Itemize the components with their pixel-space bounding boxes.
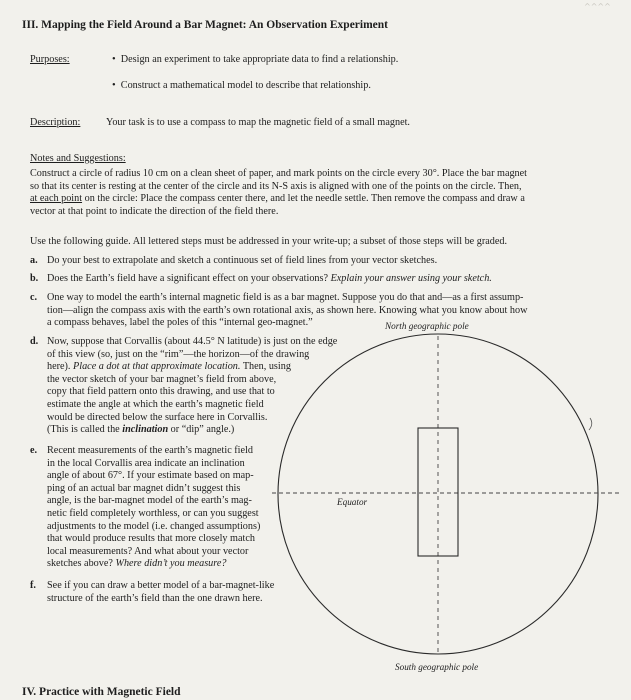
south-pole-label: South geographic pole	[395, 662, 479, 672]
equator-label: Equator	[337, 497, 368, 507]
purposes-label: Purposes:	[30, 54, 70, 65]
corner-mark: ^^^^	[584, 2, 611, 11]
item-b-text: Does the Earth’s field have a significant effect on your observations? Explain your answer using your sketch.	[47, 273, 492, 284]
item-e-text: Recent measurements of the earth’s magnetic field in the local Corvallis area indicate an inclination angle of about 67°. If your estimate based on map- ping of an actual bar magnet didn’t suggest this angle, is the bar-magnet model of the earth’s mag- netic field completely worthless, or can you suggest adjustments to the model (i.e. changed assumptions) that would produce results that more closely match local measurements? And what about your vector sketches above? Where didn’t you measure?	[47, 445, 261, 570]
description-text: Your task is to use a compass to map the magnetic field of a small magnet.	[106, 117, 410, 128]
purpose-item: • Design an experiment to take appropriate data to find a relationship.	[112, 54, 399, 65]
bullet-icon: •	[112, 80, 116, 91]
section-3-title: III. Mapping the Field Around a Bar Magnet: An Observation Experiment	[22, 19, 389, 31]
section-4-title: IV. Practice with Magnetic Field	[22, 686, 181, 698]
item-f-letter: f.	[30, 580, 36, 591]
item-b-letter: b.	[30, 273, 39, 284]
bullet-icon: •	[112, 54, 116, 65]
purpose-item: • Construct a mathematical model to describe that relationship.	[112, 80, 371, 91]
notes-paragraph: Construct a circle of radius 10 cm on a clean sheet of paper, and mark points on the circle every 30°. Place the bar magnet so that its center is resting at the center of the circle and its N-S axis is aligned with one of the points on the circle. Then, at each point on the circle: Place the compass center there, and let the needle settle. Then remove the compass and draw a vector at that point to indicate the direction of the field there.	[30, 168, 528, 217]
item-c-text: One way to model the earth’s internal magnetic field is as a bar magnet. Suppose you do that and—as a first assump- tion—align the compass axis with the earth’s own rotational axis, as shown here. Knowing what you know about how a compass behaves, label the poles of this “internal geo-magnet.”	[47, 292, 528, 329]
item-a-text: Do your best to extrapolate and sketch a continuous set of field lines from your vector sketches.	[47, 255, 438, 266]
description-label: Description:	[30, 117, 81, 128]
notes-label: Notes and Suggestions:	[30, 153, 126, 164]
item-a-letter: a.	[30, 255, 38, 266]
item-c-letter: c.	[30, 292, 38, 303]
item-d-text: Now, suppose that Corvallis (about 44.5° N latitude) is just on the edge of this view (so, just on the “rim”—the horizon—of the drawing here). Place a dot at that approximate location. Then, using the vector sketch of your bar magnet’s field from above, copy that field pattern onto this drawing, and use that to estimate the angle at which the earth’s magnetic field would be directed below the surface here in Corvallis. (This is called the inclination or “dip” angle.)	[47, 336, 338, 436]
guide-intro: Use the following guide. All lettered steps must be addressed in your write-up; a subset of those steps will be graded.	[30, 236, 508, 247]
pen-mark-icon	[589, 418, 592, 430]
item-d-letter: d.	[30, 336, 39, 347]
item-e-letter: e.	[30, 445, 38, 456]
item-f-text: See if you can draw a better model of a bar-magnet-like structure of the earth’s field than the one drawn here.	[47, 580, 275, 604]
north-pole-label: North geographic pole	[385, 321, 469, 331]
